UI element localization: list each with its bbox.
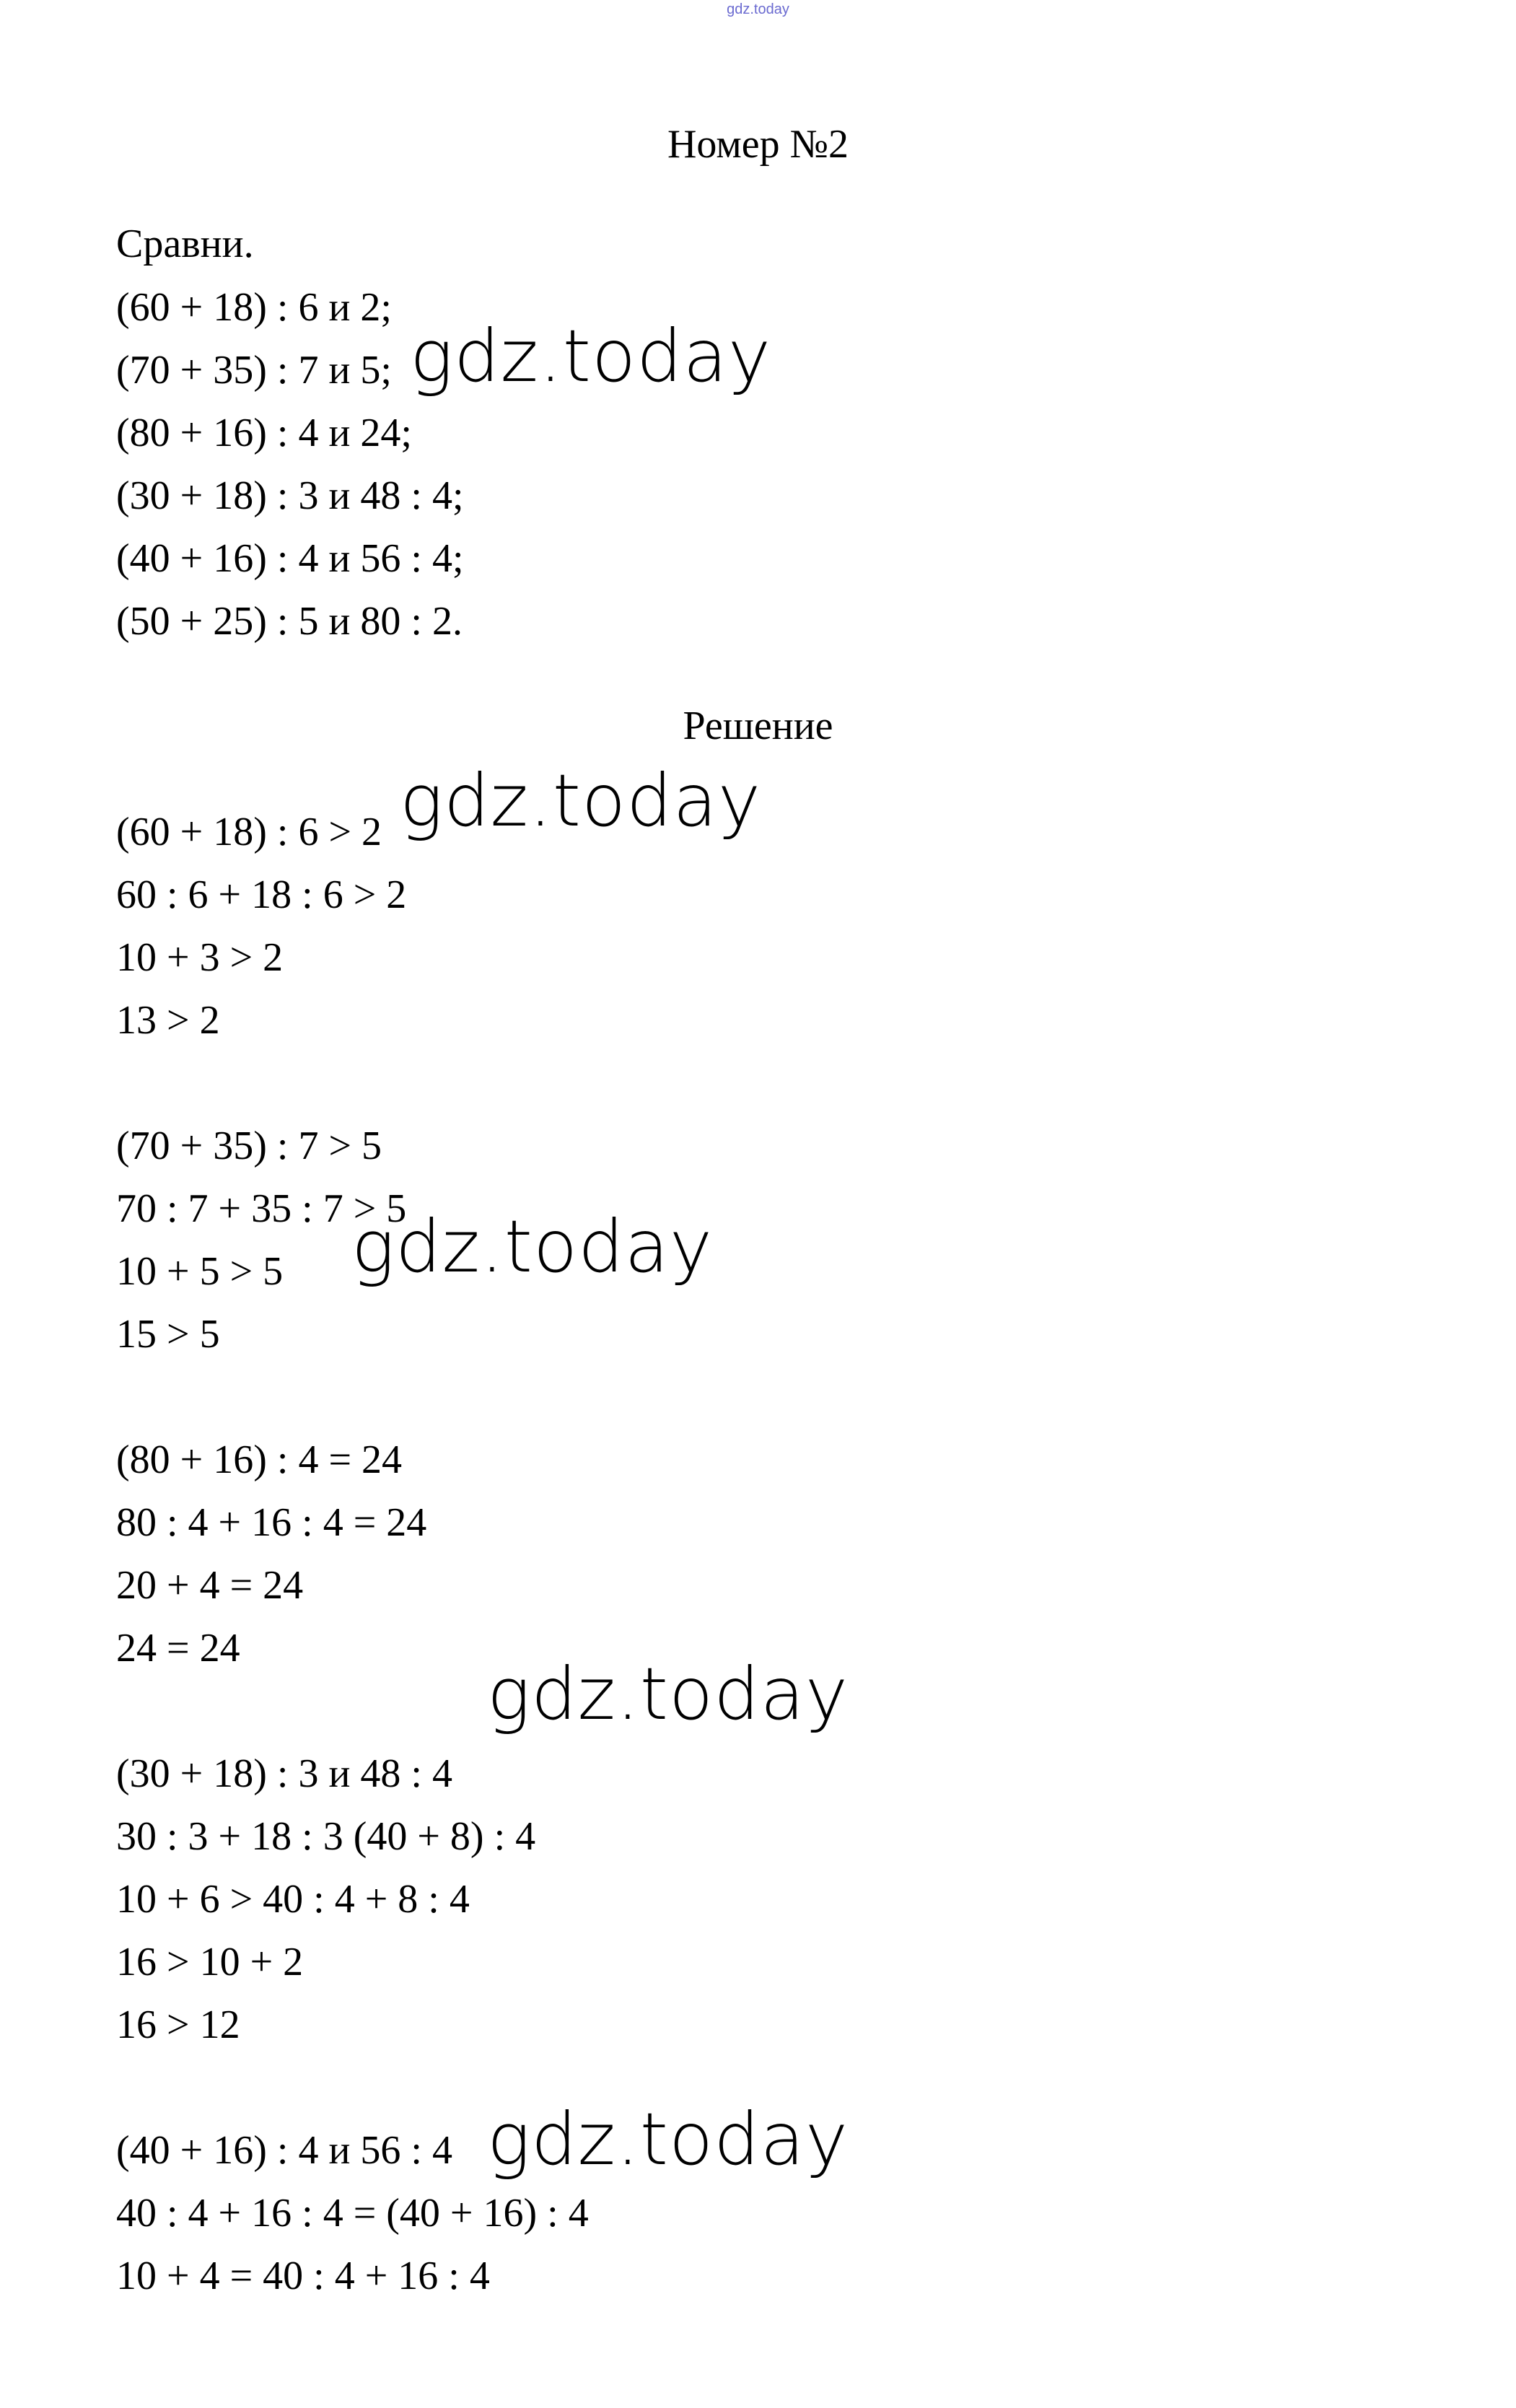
task-line: (40 + 16) : 4 и 56 : 4; [116, 536, 464, 581]
solution-line: 10 + 6 > 40 : 4 + 8 : 4 [116, 1877, 470, 1922]
solution-line: (40 + 16) : 4 и 56 : 4 [116, 2128, 452, 2173]
solution-line: 15 > 5 [116, 1312, 220, 1357]
watermark: gdz.today [400, 758, 762, 843]
solution-line: 70 : 7 + 35 : 7 > 5 [116, 1186, 407, 1231]
task-line: (30 + 18) : 3 и 48 : 4; [116, 473, 464, 518]
solution-line: 10 + 3 > 2 [116, 935, 284, 980]
watermark: gdz.today [351, 1204, 714, 1289]
watermark: gdz.today [410, 314, 772, 398]
solution-line: 16 > 12 [116, 2002, 240, 2047]
solution-line: 30 : 3 + 18 : 3 (40 + 8) : 4 [116, 1814, 536, 1859]
solution-line: 10 + 4 = 40 : 4 + 16 : 4 [116, 2254, 490, 2298]
solution-line: (30 + 18) : 3 и 48 : 4 [116, 1751, 452, 1796]
solution-heading: Решение [683, 704, 833, 748]
page-title: Номер №2 [667, 122, 849, 167]
task-line: (50 + 25) : 5 и 80 : 2. [116, 599, 463, 644]
task-line: (70 + 35) : 7 и 5; [116, 348, 392, 393]
solution-line: 80 : 4 + 16 : 4 = 24 [116, 1500, 427, 1545]
solution-line: 40 : 4 + 16 : 4 = (40 + 16) : 4 [116, 2191, 589, 2236]
solution-line: (80 + 16) : 4 = 24 [116, 1437, 403, 1482]
solution-line: 16 > 10 + 2 [116, 1940, 304, 1984]
solution-line: 24 = 24 [116, 1626, 240, 1671]
solution-line: 60 : 6 + 18 : 6 > 2 [116, 872, 407, 917]
solution-line: (70 + 35) : 7 > 5 [116, 1124, 382, 1168]
task-line: (60 + 18) : 6 и 2; [116, 285, 392, 330]
solution-line: 10 + 5 > 5 [116, 1249, 284, 1294]
top-watermark: gdz.today [727, 1, 789, 17]
task-line: (80 + 16) : 4 и 24; [116, 411, 412, 455]
task-intro: Сравни. [116, 222, 254, 266]
watermark: gdz.today [487, 2097, 849, 2181]
watermark: gdz.today [487, 1652, 849, 1736]
solution-line: (60 + 18) : 6 > 2 [116, 810, 382, 854]
solution-line: 20 + 4 = 24 [116, 1563, 304, 1608]
solution-line: 13 > 2 [116, 998, 220, 1043]
